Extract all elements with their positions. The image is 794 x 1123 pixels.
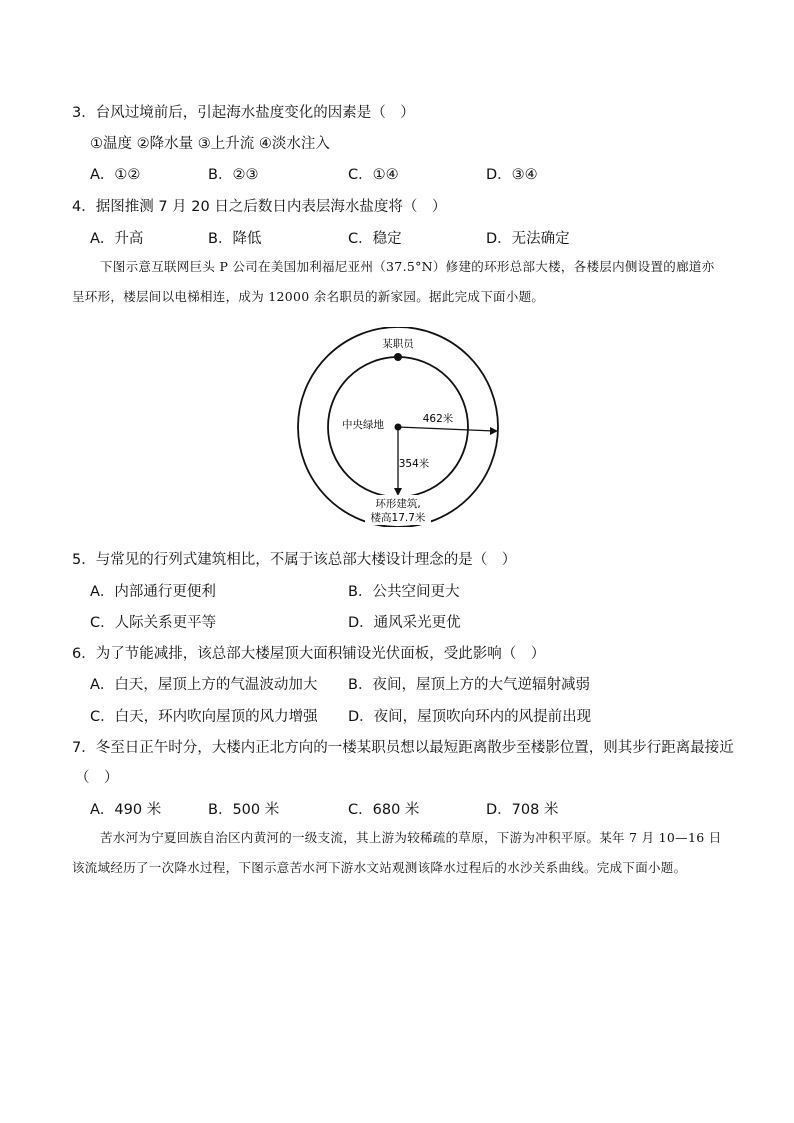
outer-radius-label: 462米 <box>422 413 454 425</box>
question-5-option-c: C．人际关系更平等 <box>90 615 217 631</box>
question-7-option-d: D．708 米 <box>486 802 559 818</box>
employee-dot <box>394 353 402 361</box>
ring-building-figure <box>289 327 509 527</box>
center-label: 中央绿地 <box>342 419 384 431</box>
outer-radius-arrowhead <box>490 427 498 435</box>
building-label-line2: 楼高17.7米 <box>370 512 426 524</box>
question-6-option-d: D．夜间，屋顶吹向环内的风提前出现 <box>348 709 592 725</box>
question-6-stem: 6．为了节能减排，该总部大楼屋顶大面积铺设光伏面板，受此影响（ ） <box>72 646 546 662</box>
question-7-stem-continuation: （ ） <box>75 770 119 786</box>
question-4-option-b: B．降低 <box>208 231 262 247</box>
question-6-option-b: B．夜间，屋顶上方的大气逆辐射减弱 <box>348 677 590 693</box>
question-4-option-d: D．无法确定 <box>486 231 570 247</box>
question-5-option-b: B．公共空间更大 <box>348 584 460 600</box>
building-label-line1: 环形建筑, <box>375 498 421 510</box>
question-3-option-d: D．③④ <box>486 167 538 183</box>
outer-radius-arrow <box>398 427 494 431</box>
question-4-option-c: C．稳定 <box>348 231 402 247</box>
question-3-stem: 3．台风过境前后，引起海水盐度变化的因素是（ ） <box>72 105 415 121</box>
question-3-option-c: C．①④ <box>348 167 399 183</box>
inner-radius-arrowhead <box>394 488 402 496</box>
question-3-option-b: B．②③ <box>208 167 259 183</box>
question-6-option-a: A．白天，屋顶上方的气温波动加大 <box>90 677 318 693</box>
question-7-stem: 7．冬至日正午时分，大楼内正北方向的一楼某职员想以最短距离散步至楼影位置，则其步行距离最接近 <box>72 740 734 756</box>
question-7-option-b: B．500 米 <box>208 802 280 818</box>
question-4-option-a: A．升高 <box>90 231 144 247</box>
question-5-stem: 5．与常见的行列式建筑相比，不属于该总部大楼设计理念的是（ ） <box>72 552 517 568</box>
question-7-option-c: C．680 米 <box>348 802 420 818</box>
question-5-option-a: A．内部通行更便利 <box>90 584 216 600</box>
question-5-option-d: D．通风采光更优 <box>348 615 461 631</box>
question-4-stem: 4．据图推测 7 月 20 日之后数日内表层海水盐度将（ ） <box>72 199 447 215</box>
question-3-factors: ①温度 ②降水量 ③上升流 ④淡水注入 <box>90 136 330 152</box>
passage-ring-building: 下图示意互联网巨头 P 公司在美国加利福尼亚州（37.5°N）修建的环形总部大楼，各楼层内侧设置的廊道亦呈环形，楼层间以电梯相连，成为 12000 余名职员的新家园。据此完成下面小题。 <box>72 259 715 304</box>
question-7-option-a: A．490 米 <box>90 802 162 818</box>
question-6-option-c: C．白天，环内吹向屋顶的风力增强 <box>90 709 318 725</box>
employee-label: 某职员 <box>382 338 414 350</box>
passage-kushui-river: 苦水河为宁夏回族自治区内黄河的一级支流，其上游为较稀疏的草原，下游为冲积平原。某年 7 月 10—16 日该流域经历了一次降水过程，下图示意苦水河下游水文站观测该降水过程后的水沙关系曲线。完成下面小题。 <box>72 830 722 875</box>
question-3-option-a: A．①② <box>90 167 141 183</box>
inner-radius-label: 354米 <box>398 458 430 470</box>
